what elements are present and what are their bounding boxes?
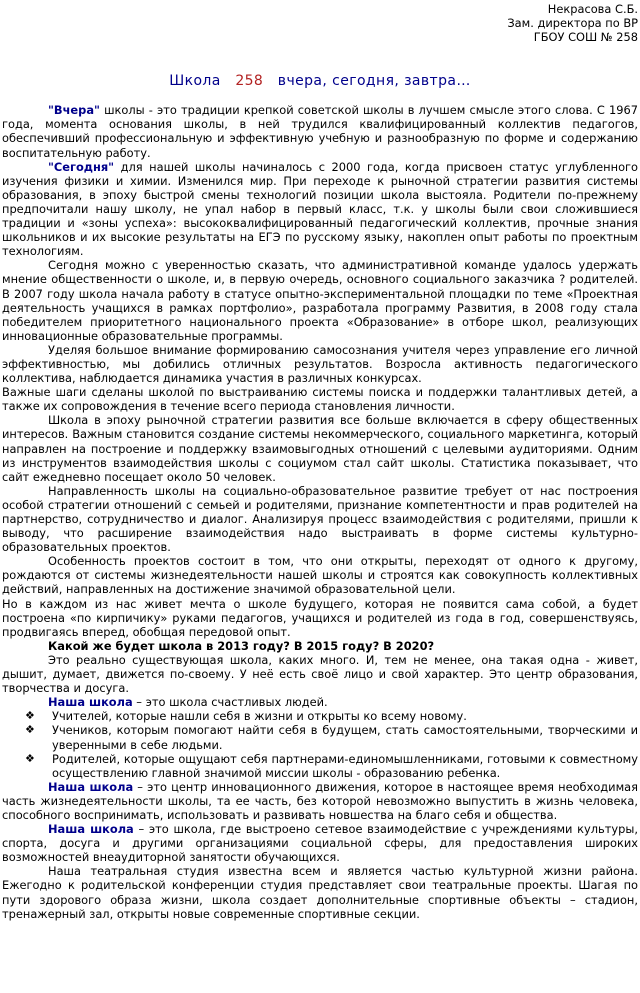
diamond-bullet-icon: ❖ xyxy=(25,751,35,765)
paragraph-innovation: Наша школа – это центр инновационного движения, которое в настоящее время необходимая часть жизнедеятельности школы, та ее часть, без которой невозможно выпустить в жизнь человека, способного воспринимать, использовать и развивать новшества на благо себя и общества. xyxy=(2,779,638,822)
paragraph-today: "Сегодня" для нашей школы начиналось с 2000 года, когда присвоен статус углубленного изучения физики и химии. Изменился мир. При переходе к рыночной стратегии развития системы образования, в эпоху быстрой смены технологий позиции школа выстояла. Родители по-прежнему предпочитали нашу школу, не упал набор в первый класс, т.к. у школы были свои сложившиеся традиции и «зоны успеха»: высококвалифицированный педагогический коллектив, прочные знания школьников и их высокие результаты на ЕГЭ по русскому языку, накоплен опыт работы по проектным технологиям. xyxy=(2,159,638,259)
list-item: ❖ Учителей, которые нашли себя в жизни и открыты ко всему новому. xyxy=(25,709,467,724)
keyword-our-school: Наша школа xyxy=(48,822,134,837)
question-heading: Какой же будет школа в 2013 году? В 2015 году? В 2020? xyxy=(48,638,435,653)
paragraph-happy-school: Наша школа – это школа счастливых людей. xyxy=(48,695,328,710)
keyword-our-school: Наша школа xyxy=(48,695,133,710)
list-item: ❖ Родителей, которые ощущают себя партнерами-единомышленниками, готовыми к совместному осуществлению главной значимой миссии школы - образованию ребенка. xyxy=(25,751,638,780)
page-title xyxy=(2,72,638,90)
paragraph-talented-children: Важные шаги сделаны школой по выстраиванию системы поиска и поддержки талантливых детей, а также их сопровождения в течение всего периода становления личности. xyxy=(2,385,638,414)
paragraph-future-dream: Но в каждом из нас живет мечта о школе будущего, которая не появится сама собой, а будет построена «по кирпичику» руками педагогов, учащихся и родителей из года в год, совершенствуясь, продвигаясь вперед, обобщая передовой опыт. xyxy=(2,596,638,639)
author-name: Некрасова С.Б. xyxy=(547,2,638,16)
author-organization: ГБОУ СОШ № 258 xyxy=(533,30,638,45)
title-suffix: вчера, сегодня, завтра… xyxy=(277,73,471,90)
title-school-number: 258 xyxy=(235,73,264,90)
diamond-bullet-icon: ❖ xyxy=(25,723,35,737)
paragraph-teacher-efficiency: Уделяя большое внимание формированию самосознания учителя через управление его личной эффективностью, мы добились отличных результатов. Возросла активность педагогического коллектива, наблюдается динамика участия в различных конкурсах. xyxy=(2,342,638,386)
paragraph-theater-sports: Наша театральная студия известна всем и является частью культурной жизни района. Ежегодно к родительской конференции студия представляет свои театральные проекты. Шагая по пути здорового образа жизни, школа создает дополнительные спортивные объекты – стадион, тренажерный зал, открыты новые современные спортивные секции. xyxy=(2,864,638,921)
paragraph-projects: Особенность проектов состоит в том, что они открыты, переходят от одного к другому, рождаются от системы жизнедеятельности нашей школы и строятся как совокупность коллективных действий, направленных на достижение значимой образовательной цели. xyxy=(2,554,638,597)
paragraph-marketing: Школа в эпоху рыночной стратегии развития все больше включается в сферу общественных интересов. Важным становится создание системы некоммерческого, социального маркетинга, который направлен на построение и поддержку взаимовыгодных отношений с целевыми аудиториями. Одним из инструментов взаимодействия школы с социумом стал сайт школы. Статистика показывает, что сайт ежедневно посещает около 50 человек. xyxy=(2,413,638,484)
title-prefix: Школа xyxy=(169,73,221,90)
keyword-today: "Сегодня" xyxy=(48,159,115,174)
paragraph-yesterday: "Вчера" школы - это традиции крепкой советской школы в лучшем смысле этого слова. С 1967 года, момента основания школы, в ней трудился квалифицированный коллектив педагогов, обеспечивший профессиональную и эффективную учебную и разнообразную по форме и содержанию воспитательную работу. xyxy=(2,103,638,160)
happy-people-list xyxy=(2,709,638,779)
keyword-yesterday: "Вчера" xyxy=(48,103,100,118)
diamond-bullet-icon: ❖ xyxy=(25,709,35,723)
list-item: ❖ Учеников, которым помогают найти себя в будущем, стать самостоятельными, творческими и уверенными в себе людьми. xyxy=(25,723,638,752)
paragraph-network: Наша школа – это школа, где выстроено сетевое взаимодействие с учреждениями культуры, спорта, досуга и другими организациями социальной сферы, для предоставления широких возможностей внеаудиторной занятости обучающихся. xyxy=(2,822,638,865)
paragraph-real-school: Это реально существующая школа, каких много. И, тем не менее, она такая одна - живет, дышит, думает, движется по-своему. У неё есть своё лицо и свой характер. Это центр образования, творчества и досуга. xyxy=(2,652,638,696)
keyword-our-school: Наша школа xyxy=(48,779,134,794)
author-position: Зам. директора по ВР xyxy=(507,16,638,31)
paragraph-administration: Сегодня можно с уверенностью сказать, что административной команде удалось удержать мнение общественности о школе, и, в первую очередь, основного социального заказчика ? родителей. В 2007 году школа начала работу в статусе опытно-экспериментальной площадки по теме «Проектная деятельность учащихся в рамках портфолио», разработала программу Развития, в 2008 году стала победителем приоритетного национального проекта «Образование» в отборе школ, реализующих инновационные образовательные программы. xyxy=(2,258,638,343)
paragraph-family-relations: Направленность школы на социально-образовательное развитие требует от нас построения особой стратегии отношений с семьей и родителями, признание компетентности и прав родителей на партнерство, сотрудничество и диалог. Анализируя процесс взаимодействия с родителями, пришли к выводу, что расширение взаимодействия надо выстраивать в форме системы культурно-образовательных проектов. xyxy=(2,483,638,555)
